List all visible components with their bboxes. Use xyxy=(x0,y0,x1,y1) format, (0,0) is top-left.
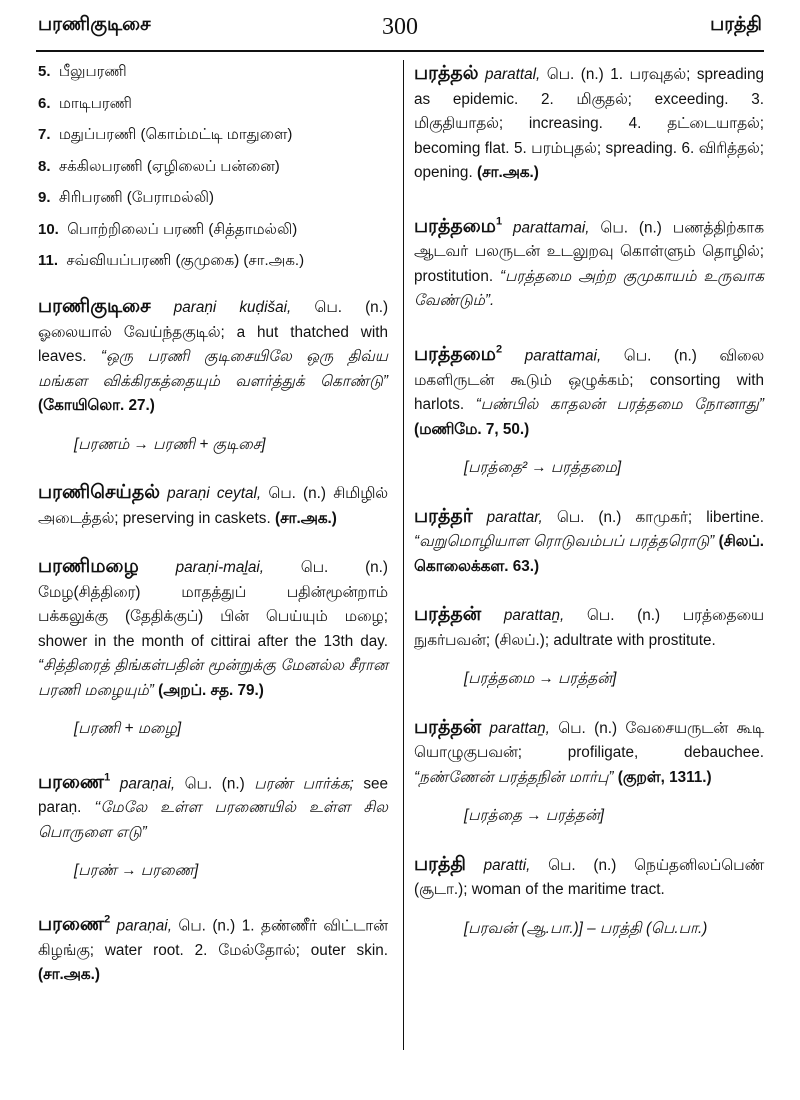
sub-list-item: 7. மதுப்பரணி (கொம்மட்டி மாதுளை) xyxy=(38,126,293,143)
headword: பரத்தமை$^2$ xyxy=(414,343,503,366)
quotation: “சித்திரைத் திங்கள்பதின் மூன்றுக்கு மேனல்ல சீரான பரணி மழையும்” xyxy=(38,657,388,699)
entry-parattal xyxy=(414,62,764,186)
grammar-label: பெ. (n.) xyxy=(556,508,622,526)
transliteration: parattamai, xyxy=(524,347,602,365)
transliteration: parattar, xyxy=(486,508,543,526)
entry-parattan-2 xyxy=(414,716,764,829)
source-citation: (கோயிலொ. 27.) xyxy=(38,397,155,414)
quotation: “பரத்தமை அற்ற குமுகாயம் உருவாக வேண்டும்”. xyxy=(414,267,765,310)
definition: பரத்தையை நுகர்பவன்; (சிலப்.); adultrate with prostitute. xyxy=(414,607,765,649)
entry-paratti xyxy=(414,853,764,942)
source-citation: (சிலப். கொலைக்கள. 63.) xyxy=(414,533,764,575)
source-citation: (சா.அக.) xyxy=(38,966,100,984)
definition: காமுகர்; libertine. xyxy=(635,508,765,526)
entry-parattan-1 xyxy=(414,603,764,692)
definition: 1. தண்ணீர் விட்டான் கிழங்கு; water root. 2. மேல்தோல்; outer skin. xyxy=(38,917,389,959)
etymology: [பரண் → பரணை] xyxy=(74,862,199,880)
definition: 1. பரவுதல்; spreading as epidemic. 2. மிகுதல்; exceeding. 3. மிகுதியாதல்; increasing. 4. தட்டையாதல்; becoming flat. 5. பரம்புதல்; spreading. 6. விரித்தல்; opening. xyxy=(414,66,765,181)
transliteration: parattal, xyxy=(484,66,541,83)
running-head-right: பரத்தி xyxy=(710,14,762,35)
definition: பணத்திற்காக ஆடவர் பலருடன் உடலுறவு கொள்ளும் தொழில்; prostitution. xyxy=(414,218,765,285)
etymology: [பரத்தமை → பரத்தன்] xyxy=(464,670,617,688)
transliteration: paraṇi ceytal, xyxy=(167,485,262,502)
grammar-label: பெ. (n.) xyxy=(184,774,245,792)
sub-list-item: 9. சிரிபரணி (பேராமல்லி) xyxy=(38,189,214,206)
headword: பரணிசெய்தல் xyxy=(38,482,160,503)
entry-paranikudisai xyxy=(38,295,388,457)
definition: நெய்தனிலப்பெண் (சூடா.); woman of the maritime tract. xyxy=(414,856,765,899)
entry-parattar xyxy=(414,505,764,580)
entry-paranai-1 xyxy=(38,766,388,884)
transliteration: paraṇai, xyxy=(119,774,176,792)
transliteration: paraṇai, xyxy=(116,917,172,935)
sub-list-item: 8. சக்கிலபரணி (ஏழிலைப் பன்னை) xyxy=(38,157,280,175)
entry-paranimalai xyxy=(38,555,388,742)
source-citation: (குறள், 1311.) xyxy=(617,768,712,786)
definition: ஓலையால் வேய்ந்தகுடில்; a hut thatched with leaves. xyxy=(38,323,388,365)
headword: பரத்தமை$^1$ xyxy=(414,215,503,237)
headword: பரத்தி xyxy=(414,853,466,875)
source-citation: (அறப். சத. 79.) xyxy=(158,681,264,699)
right-column xyxy=(414,62,764,941)
transliteration: paraṇi kuḍišai, xyxy=(173,299,292,316)
grammar-label: பெ. (n.) xyxy=(623,347,697,365)
page-number: 300 xyxy=(382,14,418,40)
etymology: [பரணம் → பரணி + குடிசை] xyxy=(74,435,266,453)
quotation: “வறுமொழியாள ரொடுவம்பப் பரத்தரொடு” xyxy=(414,533,715,551)
quotation: “ஒரு பரணி குடிசையிலே ஒரு திவ்ய மங்கள விக்கிரகத்தையும் வளர்த்துக் கொண்டு” xyxy=(38,348,388,390)
entry-parattamai-2 xyxy=(414,338,764,481)
source-citation: (சா.அக.) xyxy=(476,164,539,181)
transliteration: paratti, xyxy=(483,856,531,874)
headword: பரத்தன் xyxy=(414,716,482,738)
transliteration: parattamai, xyxy=(513,218,590,236)
grammar-label: பெ. (n.) xyxy=(548,856,617,874)
definition: மேழ(சித்திரை) மாதத்துப் பதின்மூன்றாம் பக்கலுக்கு (தேதிக்குப்) பின் பெய்யும் மழை; shower in the month of cittirai after the 13th day. xyxy=(38,583,388,650)
transliteration: parattaṉ, xyxy=(503,607,565,625)
sub-list-item: 11. சவ்வியப்பரணி (குமுகை) (சா.அக.) xyxy=(38,252,305,269)
entry-paranai-2 xyxy=(38,908,388,988)
grammar-label: பெ. (n.) xyxy=(314,299,389,316)
grammar-label: பெ. (n.) xyxy=(178,917,236,935)
sub-list-item: 10. பொற்றிலைப் பரணி (சித்தாமல்லி) xyxy=(38,220,298,238)
quotation: “பண்பில் காதலன் பரத்தமை நோனாது” xyxy=(475,396,764,414)
quotation: ‘‘மேலே உள்ள பரணையில் உள்ள சில பொருளை எடு” xyxy=(38,799,389,841)
etymology: [பரத்தை² → பரத்தமை] xyxy=(464,459,622,477)
headword: பரணை$^1$ xyxy=(38,771,111,793)
source-citation: (மணிமே. 7, 50.) xyxy=(414,420,530,438)
grammar-label: பெ. (n.) xyxy=(558,719,618,737)
definition-tamil: பரண் பார்க்க; xyxy=(254,774,354,792)
entry-parattamai-1 xyxy=(414,210,764,314)
grammar-label: பெ. (n.) xyxy=(600,218,662,236)
sub-list-item: 6. மாடிபரணி xyxy=(38,94,132,112)
header-rule xyxy=(36,50,764,52)
definition: விலை மகளிருடன் கூடும் ஒழுக்கம்; consorting with harlots. xyxy=(414,347,765,414)
entry-paraniceytal xyxy=(38,481,388,531)
definition: வேசையருடன் கூடி யொழுகுபவன்; profiligate, debauchee. xyxy=(414,719,764,762)
source-citation: (சா.அக.) xyxy=(274,509,337,527)
sub-list-item: 5. பீலுபரணி xyxy=(38,63,127,80)
headword: பரத்தல் xyxy=(414,63,479,84)
definition: see paraṇ. xyxy=(38,774,388,817)
etymology: [பரணி + மழை] xyxy=(74,720,182,737)
headword: பரணிமழை xyxy=(38,556,139,577)
headword: பரணை$^2$ xyxy=(38,913,111,936)
sub-list xyxy=(38,62,388,271)
column-divider xyxy=(403,60,404,1050)
grammar-label: பெ. (n.) xyxy=(300,559,389,576)
etymology: [பரவன் (ஆ.பா.)] – பரத்தி (பெ.பா.) xyxy=(464,919,708,937)
headword: பரத்தன் xyxy=(414,604,482,626)
etymology: [பரத்தை → பரத்தன்] xyxy=(464,807,605,825)
running-head-left: பரணிகுடிசை xyxy=(38,14,151,35)
headword: பரத்தர் xyxy=(414,505,473,527)
transliteration: paraṇi-maḻai, xyxy=(175,559,264,576)
grammar-label: பெ. (n.) xyxy=(586,607,661,625)
grammar-label: பெ. (n.) xyxy=(268,485,326,502)
quotation: “நண்ணேன் பரத்தநின் மார்பு” xyxy=(414,768,614,786)
grammar-label: பெ. (n.) xyxy=(546,66,604,83)
headword: பரணிகுடிசை xyxy=(38,296,151,317)
left-column xyxy=(38,62,388,988)
transliteration: parattaṉ, xyxy=(489,719,550,737)
definition: சிமிழில் அடைத்தல்; preserving in caskets. xyxy=(38,485,388,527)
page-header xyxy=(0,0,800,52)
